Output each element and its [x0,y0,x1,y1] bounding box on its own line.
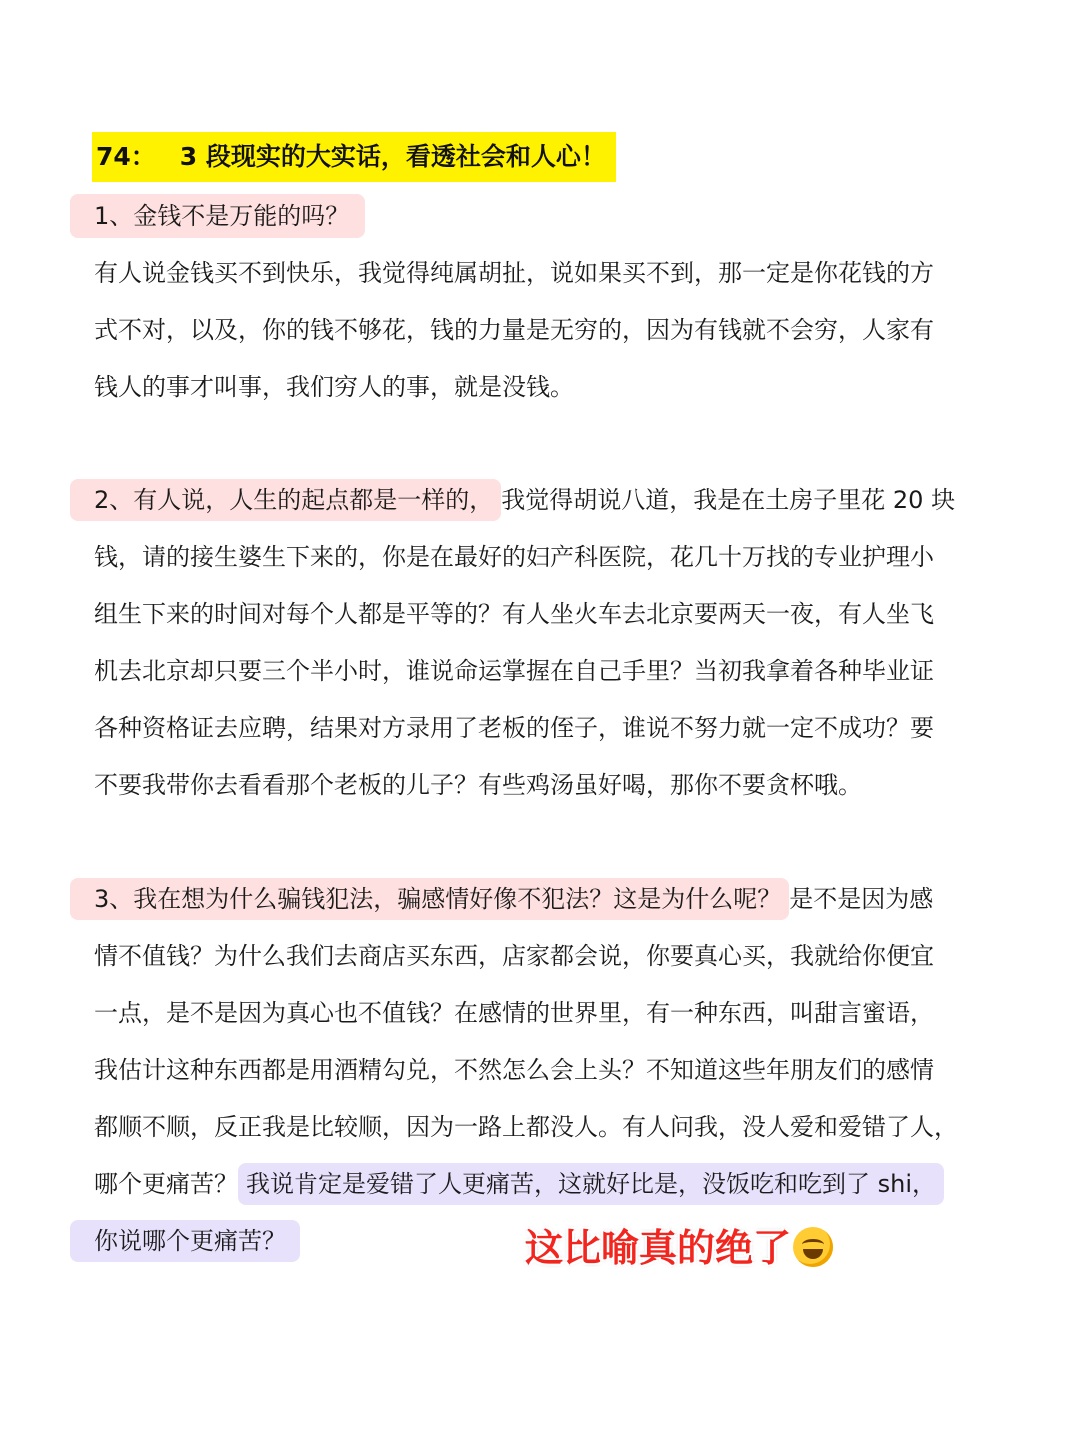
article-title [92,132,616,182]
section1-line: 有人说金钱买不到快乐，我觉得纯属胡扯，说如果买不到，那一定是你花钱的方 [94,259,934,287]
section2-line: 各种资格证去应聘，结果对方录用了老板的侄子，谁说不努力就一定不成功？要 [94,714,934,742]
section3-line: 都顺不顺，反正我是比较顺，因为一路上都没人。有人问我，没人爱和爱错了人， [94,1113,958,1141]
title-text: 3 段现实的大实话，看透社会和人心！ [179,142,606,171]
laughing-tears-emoji-icon [793,1227,833,1267]
section3-line: 我估计这种东西都是用酒精勾兑，不然怎么会上头？不知道这些年朋友们的感情 [94,1056,934,1084]
section3-line: 一点，是不是因为真心也不值钱？在感情的世界里，有一种东西，叫甜言蜜语， [94,999,934,1027]
section3-heading: 3、我在想为什么骗钱犯法，骗感情好像不犯法？这是为什么呢？ [70,878,789,920]
section3-paragraph [94,871,994,1270]
section2-paragraph [94,472,994,814]
section2-heading: 2、有人说，人生的起点都是一样的， [70,479,501,521]
section2-line1-rest: 我觉得胡说八道，我是在土房子里花 20 块 [501,486,956,514]
section2-line: 组生下来的时间对每个人都是平等的？有人坐火车去北京要两天一夜，有人坐飞 [94,600,934,628]
section1-heading: 1、金钱不是万能的吗？ [70,194,365,238]
reaction-caption [525,1220,833,1276]
section2-line: 钱，请的接生婆生下来的，你是在最好的妇产科医院，花几十万找的专业护理小 [94,543,934,571]
section2-line: 机去北京却只要三个半小时，谁说命运掌握在自己手里？当初我拿着各种毕业证 [94,657,934,685]
title-number: 74： [96,142,156,171]
reaction-caption-text: 这比喻真的绝了 [525,1226,792,1270]
section1-line: 钱人的事才叫事，我们穷人的事，就是没钱。 [94,373,574,401]
section1-paragraph [94,245,994,416]
section3-line6 [94,1156,994,1213]
section3-first-line [94,871,994,928]
section2-first-line [94,472,994,529]
section3-line: 情不值钱？为什么我们去商店买东西，店家都会说，你要真心买，我就给你便宜 [94,942,934,970]
section1-line: 式不对，以及，你的钱不够花，钱的力量是无穷的，因为有钱就不会穷，人家有 [94,316,934,344]
section3-line6-start: 哪个更痛苦？ [94,1170,238,1198]
section3-line1-rest: 是不是因为感 [789,885,934,913]
section3-closing-question: 你说哪个更痛苦？ [70,1220,300,1262]
section2-line: 不要我带你去看看那个老板的儿子？有些鸡汤虽好喝，那你不要贪杯哦。 [94,771,862,799]
section3-punchline-highlight: 我说肯定是爱错了人更痛苦，这就好比是，没饭吃和吃到了 shi， [238,1163,944,1205]
